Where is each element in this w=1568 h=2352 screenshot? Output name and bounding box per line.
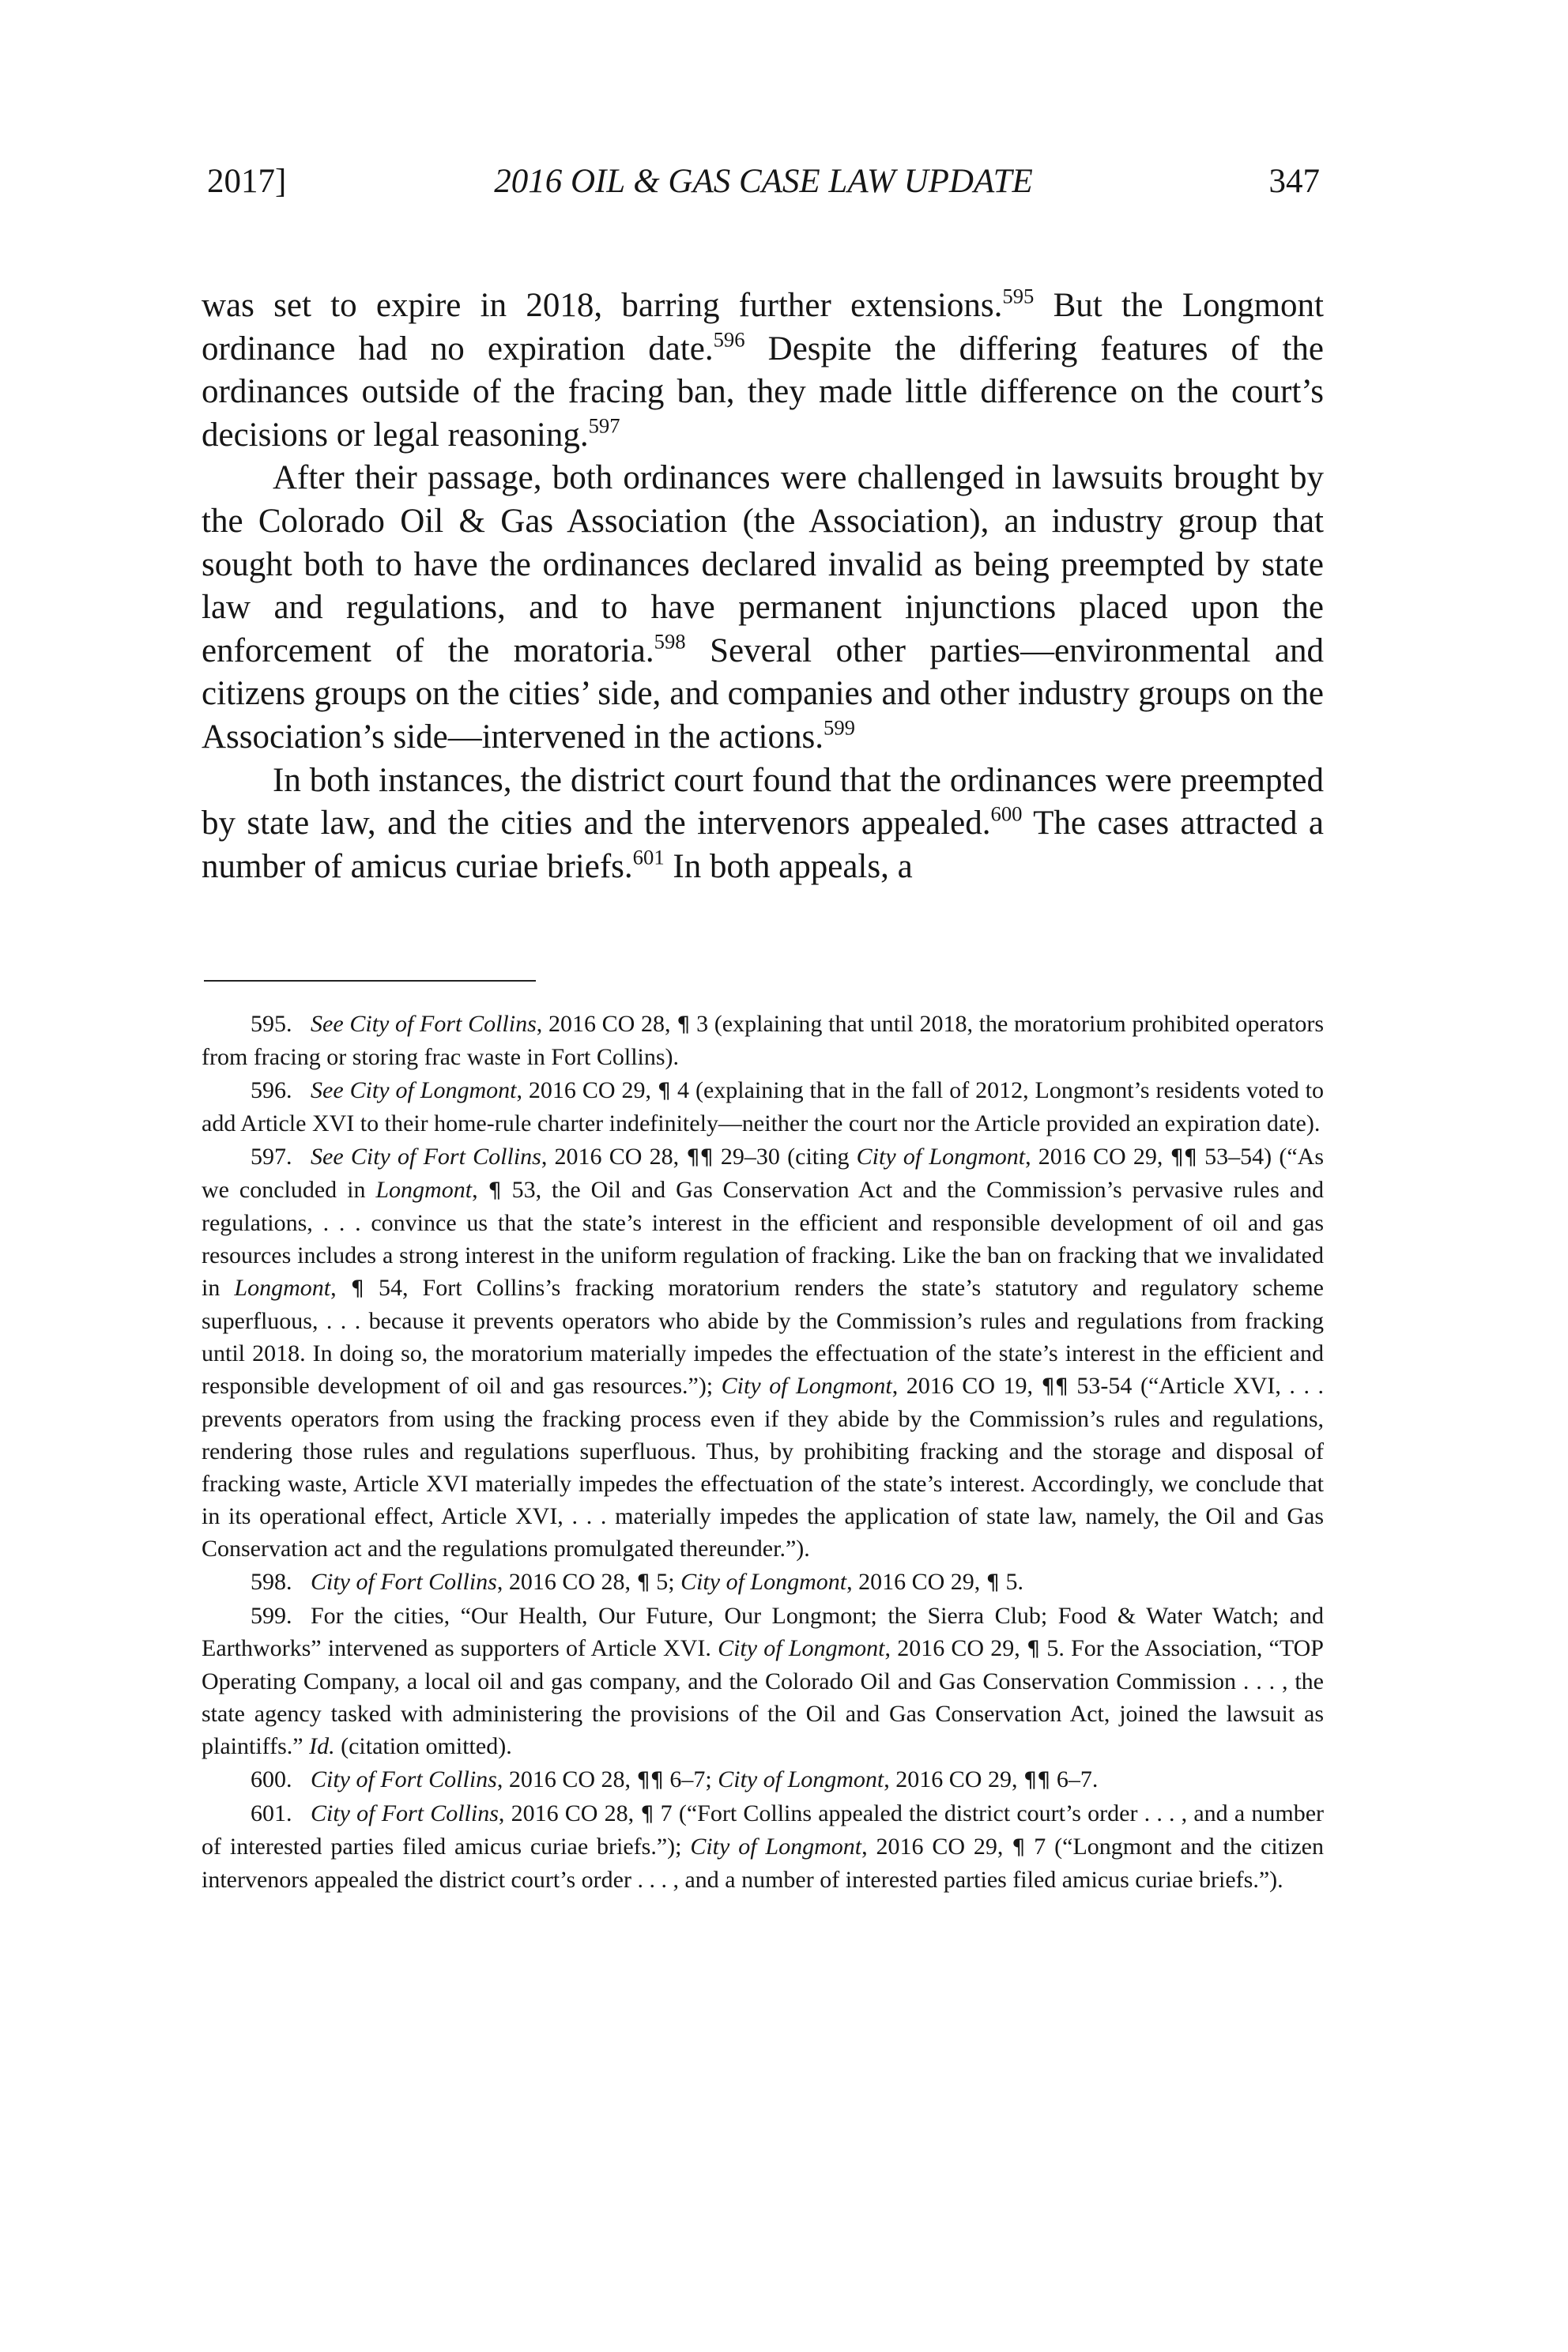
footnote-text: 5. For the Association, “TOP Operating Company, a local oil and gas company, and the Colorado Oil and Gas Conservation Commission . . . , the state agency tasked with administering the provisions of the Oil and Gas Conservation Act, joined the lawsuit as plaintiffs.” <box>202 1635 1324 1759</box>
footnote-text: 7 (“Fort Collins appealed the district court’s order . . . , and a number of interested parties filed amicus curiae briefs.”); <box>202 1800 1324 1860</box>
pilcrow: ¶ <box>986 1570 1000 1595</box>
pilcrow: ¶¶ <box>1041 1374 1069 1399</box>
pilcrow: ¶ <box>677 1012 691 1037</box>
footnote-text: 3 (explaining that until 2018, the moratorium prohibited operators from fracing or storing frac waste in Fort Collins). <box>202 1011 1324 1070</box>
body-paragraph-3 <box>202 760 1324 889</box>
volume-year: 2017] <box>207 163 287 200</box>
pilcrow: ¶ <box>1027 1637 1041 1661</box>
footnote-number: 598. <box>251 1569 292 1595</box>
body-paragraph-1 <box>202 285 1324 457</box>
pilcrow: ¶ <box>636 1570 650 1595</box>
case-name: City of Longmont <box>856 1144 1026 1170</box>
footnote-number: 597. <box>251 1144 292 1170</box>
footnote-ref-599[interactable]: 599 <box>823 715 855 740</box>
citation: , 2016 CO 28, <box>496 1569 637 1595</box>
text-run: After their passage, both ordinances were challenged in lawsuits brought by the Colorado Oil & Gas Association (the Association), an industry group that sought both to have the ordinances declared invalid as being preempted by state law and regulations, and to have permanent injunctions placed upon the enforcement of the moratoria. <box>202 459 1324 669</box>
pilcrow: ¶¶ <box>1023 1768 1051 1792</box>
citation: , 2016 CO 29, <box>846 1569 986 1595</box>
signal: See <box>311 1077 344 1103</box>
footnote-597 <box>202 1140 1324 1565</box>
footnote-ref-600[interactable]: 600 <box>990 801 1023 826</box>
case-name: City of Longmont <box>718 1635 885 1661</box>
body-paragraph-2 <box>202 457 1324 759</box>
case-name: City of Fort Collins <box>311 1569 497 1595</box>
pilcrow: ¶ <box>488 1178 502 1203</box>
footnote-text: 29–30 (citing <box>713 1144 857 1170</box>
text-run: was set to expire in 2018, barring further extensions. <box>202 287 1003 324</box>
footnote-divider <box>204 980 536 982</box>
footnote-text: 4 (explaining that in the fall of 2012, Longmont’s residents voted to add Article XVI to their home-rule charter indefinitely—neither the court nor the Article provided an expiration date). <box>202 1077 1324 1136</box>
footnote-599 <box>202 1600 1324 1762</box>
footnote-text: 53–54) (“As we concluded in <box>202 1144 1325 1203</box>
footnotes <box>202 1008 1324 1897</box>
body-text <box>202 285 1324 888</box>
footnote-ref-596[interactable]: 596 <box>713 327 745 352</box>
footnote-text: For the cities, “Our Health, Our Future, Our Longmont; the Sierra Club; Food & Water Watch; and Earthworks” intervened as supporters of Article XVI. <box>202 1603 1324 1661</box>
footnote-text: 5; <box>650 1569 681 1595</box>
text-run: The cases attracted a number of amicus curiae briefs. <box>202 805 1324 885</box>
citation: , 2016 CO 29, <box>861 1834 1012 1860</box>
pilcrow: ¶¶ <box>1170 1145 1197 1170</box>
text-run: In both instances, the district court found that the ordinances were preempted by state law, and the cities and the intervenors appealed. <box>202 761 1324 842</box>
footnote-number: 601. <box>251 1800 292 1826</box>
footnote-text: 7 (“Longmont and the citizen intervenors appealed the district court’s order . . . , and a number of interested parties filed amicus curiae briefs.”). <box>202 1834 1325 1893</box>
footnote-text: (citation omitted). <box>334 1733 512 1759</box>
citation: , 2016 CO 19, <box>891 1373 1042 1399</box>
footnote-ref-595[interactable]: 595 <box>1002 284 1035 308</box>
text-run: But the Longmont ordinance had no expiration date. <box>202 287 1324 368</box>
case-name: City of Fort Collins <box>311 1800 499 1826</box>
footnote-text: , <box>330 1275 351 1301</box>
footnote-600 <box>202 1763 1324 1796</box>
case-name: City of Fort Collins <box>311 1766 497 1792</box>
footnote-text: 5. <box>999 1569 1023 1595</box>
footnote-number: 596. <box>251 1077 292 1103</box>
citation: , 2016 CO 28, <box>541 1144 687 1170</box>
case-name: City of Fort Collins <box>349 1011 537 1037</box>
citation: , 2016 CO 29, <box>884 1635 1027 1661</box>
case-name: City of Longmont <box>680 1569 847 1595</box>
citation: , 2016 CO 29, <box>516 1077 658 1103</box>
pilcrow: ¶¶ <box>686 1145 714 1170</box>
footnote-ref-598[interactable]: 598 <box>654 629 686 654</box>
footnote-text: 6–7; <box>663 1766 718 1792</box>
footnote-number: 599. <box>251 1603 292 1629</box>
running-head <box>207 162 1320 209</box>
footnote-number: 600. <box>251 1766 292 1792</box>
case-name: Longmont <box>375 1177 473 1203</box>
page-number: 347 <box>1268 163 1320 200</box>
case-name: City of Longmont <box>718 1766 884 1792</box>
footnote-598 <box>202 1566 1324 1599</box>
case-name: City of Longmont <box>690 1834 862 1860</box>
signal: See <box>311 1011 344 1037</box>
footnote-ref-597[interactable]: 597 <box>588 413 620 438</box>
citation: , 2016 CO 28, <box>496 1766 637 1792</box>
footnote-text: 53-54 (“Article XVI, . . . prevents operators from using the fracking process even if they abide by the Commission’s rules and regulations, rendering those rules and regulations superfluous. Thus, by prohibiting fracking and the storage and disposal of fracking waste, Article XVI materially impedes the effectuation of the state’s interest. Accordingly, we conclude that in its operational effect, Article XVI, . . . materially impedes the application of state law, namely, the Oil and Gas Conservation act and the regulations promulgated thereunder.”). <box>202 1373 1324 1562</box>
text-run: Several other parties—environmental and citizens groups on the cities’ side, and companies and other industry groups on the Association’s side—intervened in the actions. <box>202 631 1324 756</box>
footnote-text: 6–7. <box>1050 1766 1099 1792</box>
pilcrow: ¶ <box>640 1802 654 1826</box>
signal: See <box>311 1144 344 1170</box>
pilcrow: ¶ <box>657 1079 672 1103</box>
citation: , 2016 CO 28, <box>498 1800 641 1826</box>
citation: , 2016 CO 29, <box>884 1766 1023 1792</box>
footnote-text: 53, the Oil and Gas Conservation Act and the Commission’s pervasive rules and regulations, . . . convince us that the state’s interest in the efficient and responsible development of oil and gas resources includes a strong interest in the uniform regulation of fracking. Like the ban on fracking that we invalidated in <box>202 1177 1324 1301</box>
text-run: Despite the differing features of the ordinances outside of the fracing ban, they made little difference on the court’s decisions or legal reasoning. <box>202 330 1324 454</box>
footnote-number: 595. <box>251 1011 292 1037</box>
citation: , 2016 CO 28, <box>536 1011 677 1037</box>
case-name: City of Longmont <box>349 1077 517 1103</box>
pilcrow: ¶ <box>350 1276 364 1301</box>
footnote-ref-601[interactable]: 601 <box>632 845 665 869</box>
case-name: Longmont <box>234 1275 331 1301</box>
pilcrow: ¶¶ <box>636 1768 664 1792</box>
text-run: In both appeals, a <box>664 847 913 885</box>
citation: , 2016 CO 29, <box>1025 1144 1170 1170</box>
footnote-595 <box>202 1008 1324 1073</box>
running-title: 2016 OIL & GAS CASE LAW UPDATE <box>494 163 1033 200</box>
footnote-596 <box>202 1074 1324 1140</box>
pilcrow: ¶ <box>1012 1835 1026 1860</box>
footnote-text: 54, Fort Collins’s fracking moratorium renders the state’s statutory and regulatory scheme superfluous, . . . because it prevents operators who abide by the Commission’s rules and regulations from fracking until 2018. In doing so, the moratorium materially impedes the effectuation of the state’s interest in the efficient and responsible development of oil and gas resources.”); <box>202 1275 1324 1399</box>
footnote-601 <box>202 1797 1324 1896</box>
case-name: City of Longmont <box>721 1373 892 1399</box>
id-signal: Id. <box>309 1733 335 1759</box>
footnote-text: , <box>472 1177 488 1203</box>
case-name: City of Fort Collins <box>350 1144 541 1170</box>
